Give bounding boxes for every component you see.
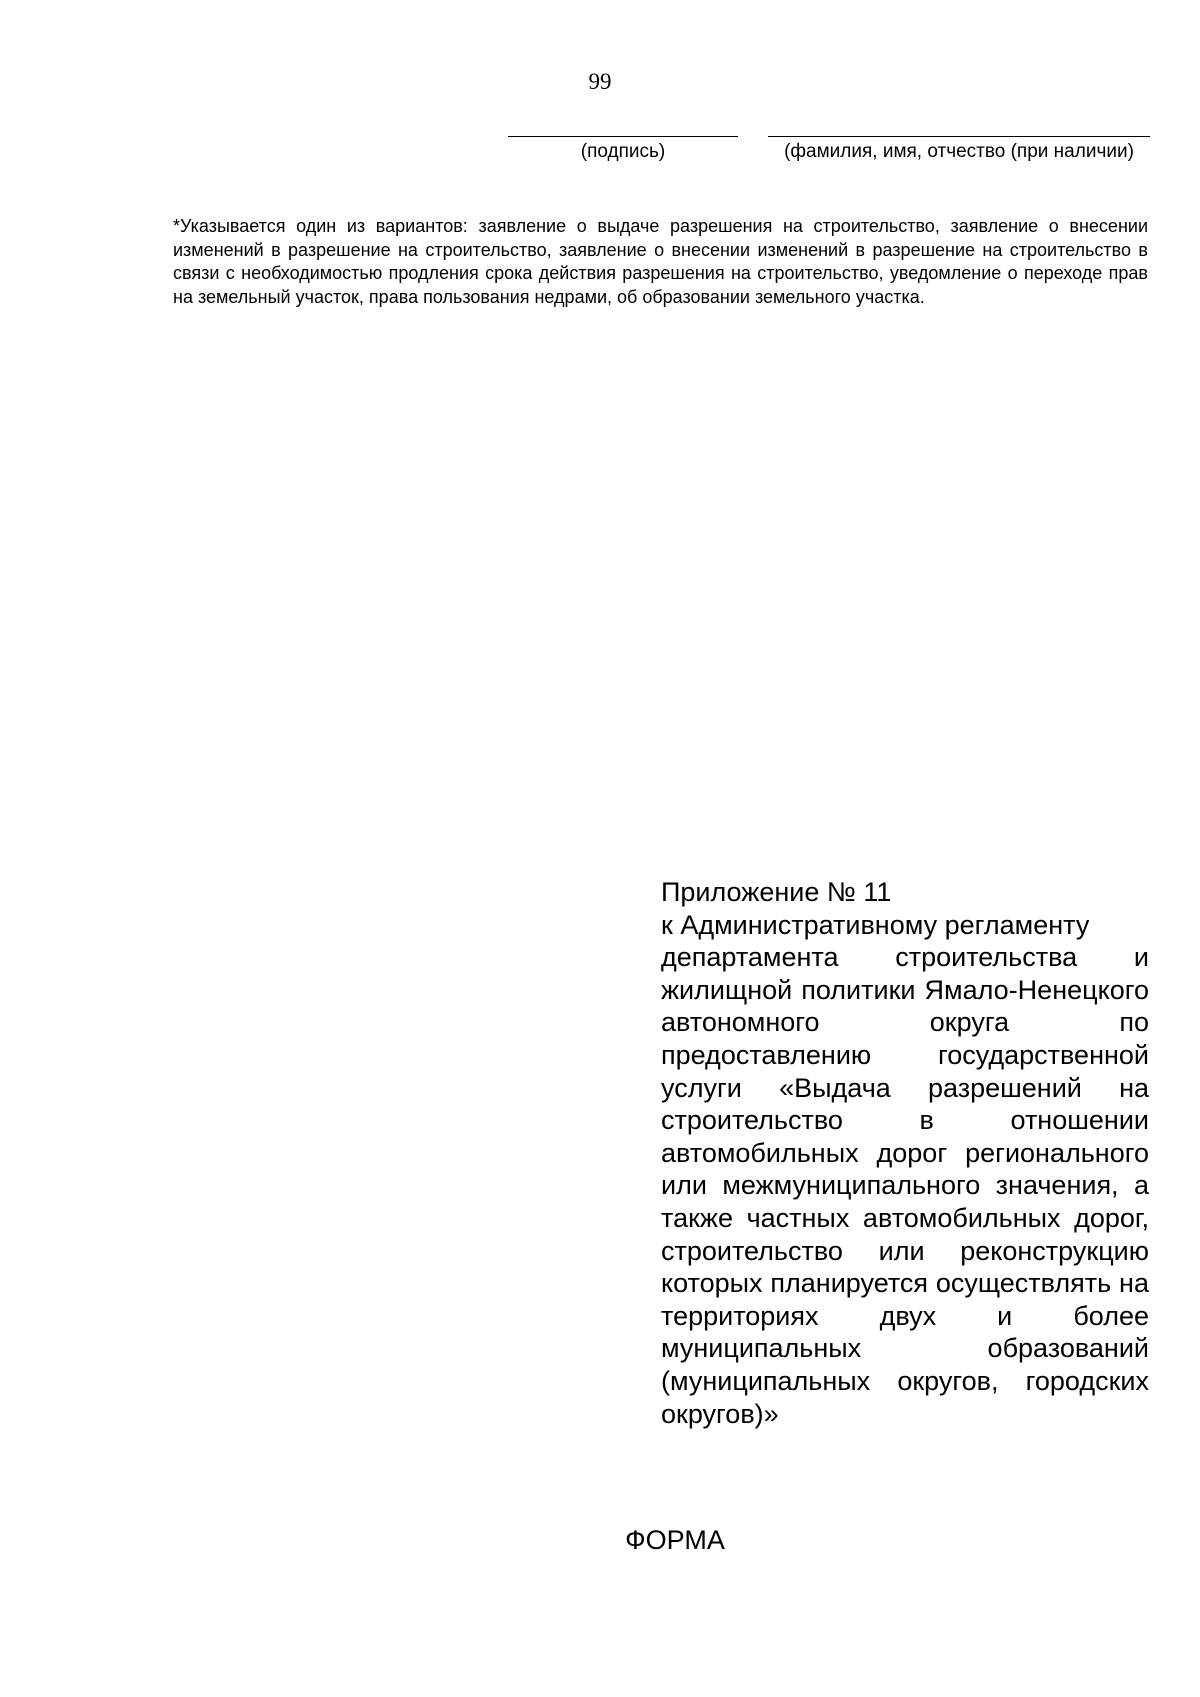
full-name-label: (фамилия, имя, отчество (при наличии) (784, 141, 1134, 162)
full-name-block (768, 136, 1150, 163)
appendix-body: департамента строительства и жилищной политики Ямало-Ненецкого автономного округа по предоставлению государственной услуги «Выдача разрешений на строительство в отношении автомобильных дорог регионального или межмуниципального значения, а также частных автомобильных дорог, строительство или реконструкцию которых планируется осуществлять на территориях двух и более муниципальных образований (муниципальных округов, городских округов)» (661, 942, 1149, 1429)
full-name-line (768, 136, 1150, 137)
form-title: ФОРМА (625, 1525, 725, 1555)
appendix-subtitle: к Административному регламенту (661, 909, 1090, 940)
footnote: *Указывается один из вариантов: заявление о выдаче разрешения на строительство, заявление о внесении изменений в разрешение на строительство, заявление о внесении изменений в разрешение на строительство в связи с необходимостью продления срока действия разрешения на строительство, уведомление о переходе прав на земельный участок, права пользования недрами, об образовании земельного участка. (173, 216, 1148, 307)
appendix-heading: Приложение № 11 (661, 877, 892, 907)
signature-label: (подпись) (580, 141, 666, 162)
appendix-header (661, 876, 1149, 1430)
page-number: 99 (588, 69, 612, 94)
signature-block (508, 136, 738, 163)
signature-line (508, 136, 738, 137)
